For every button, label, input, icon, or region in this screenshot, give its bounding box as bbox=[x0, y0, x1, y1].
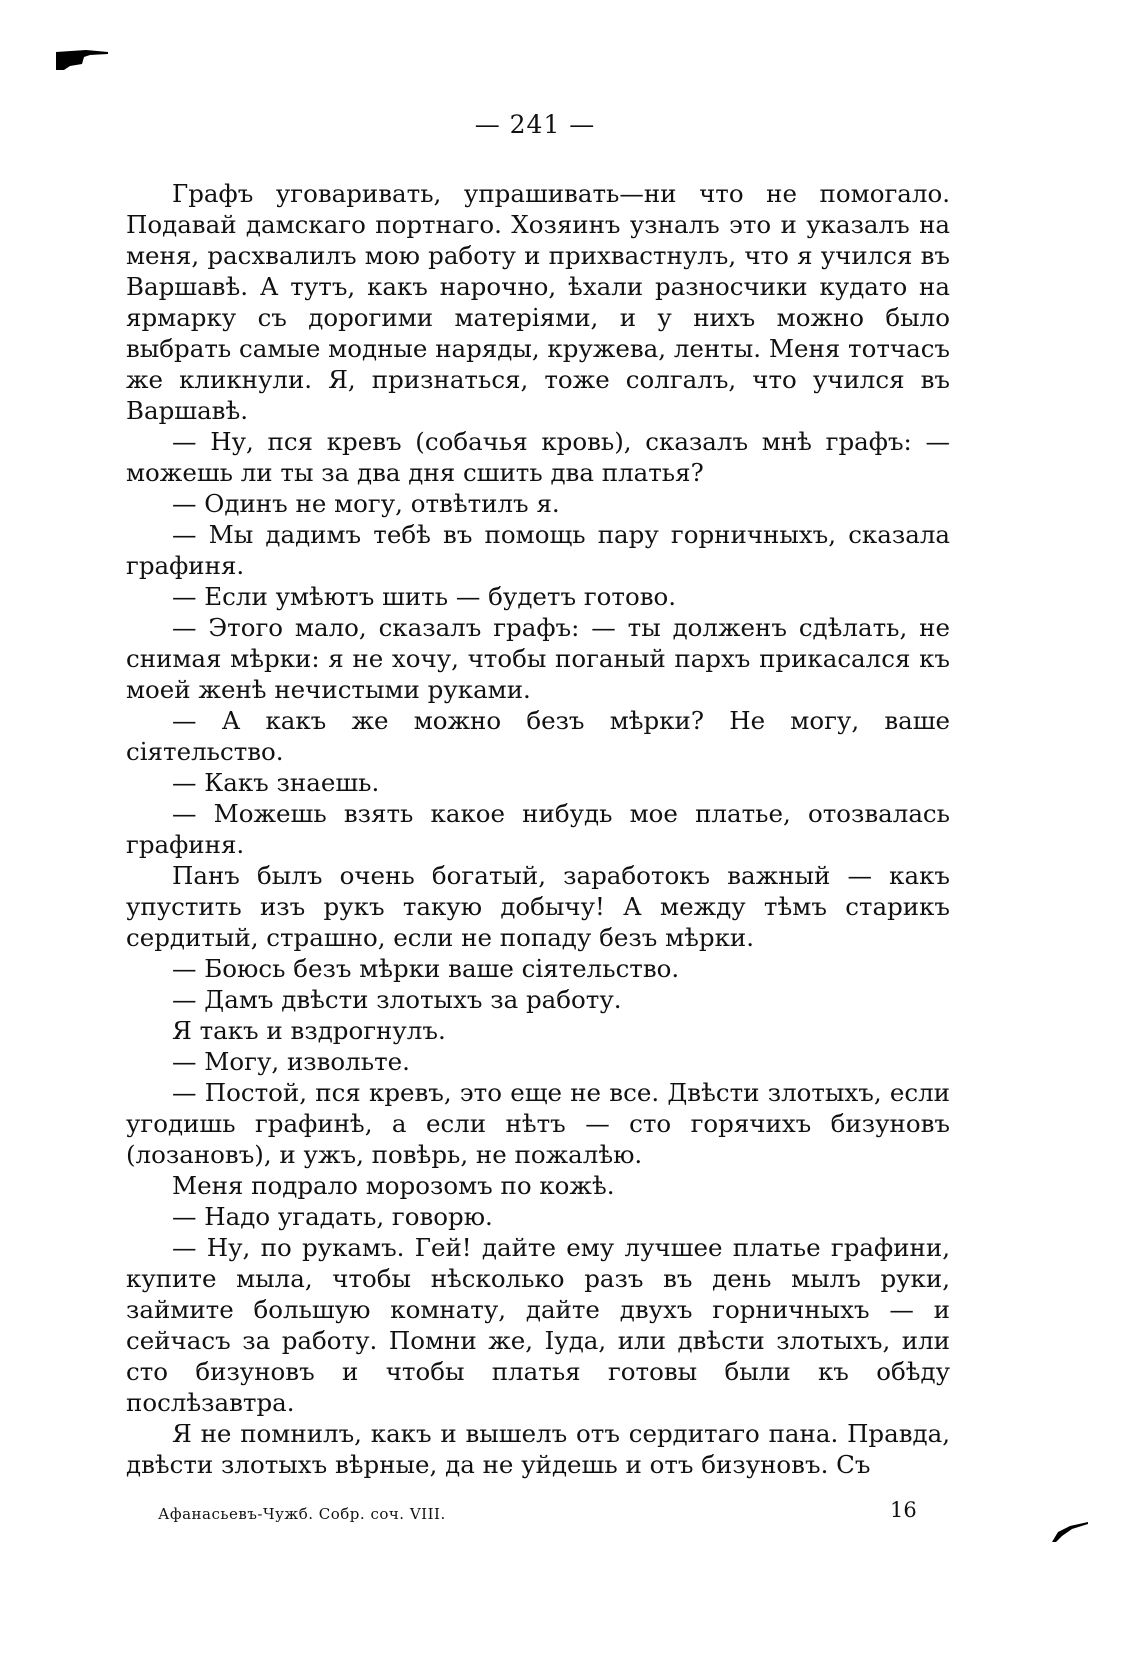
paragraph: — Ну, по рукамъ. Гей! дайте ему лучшее платье графини, купите мыла, чтобы нѣсколько разъ въ день мылъ руки, займите большую комнату, дайте двухъ горничныхъ — и сейчасъ за работу. Помни же, Іуда, или двѣсти злотыхъ, или сто бизуновъ и чтобы платья готовы были къ обѣду послѣзавтра. bbox=[126, 1233, 950, 1417]
footer-sheet-number: 16 bbox=[890, 1498, 917, 1522]
scan-corner-mark bbox=[1050, 1518, 1090, 1544]
paragraph: — Дамъ двѣсти злотыхъ за работу. bbox=[172, 985, 622, 1014]
paragraph: Панъ былъ очень богатый, заработокъ важный — какъ упустить изъ рукъ такую добычу! А между тѣмъ старикъ сердитый, страшно, если не попаду безъ мѣрки. bbox=[126, 861, 950, 952]
paragraph: — Постой, пся кревъ, это еще не все. Двѣсти злотыхъ, если угодишь графинѣ, а если нѣтъ — сто горячихъ бизуновъ (лозановъ), и ужъ, повѣрь, не пожалѣю. bbox=[126, 1078, 950, 1169]
paragraph: — Ну, пся кревъ (собачья кровь), сказалъ мнѣ графъ: — можешь ли ты за два дня сшить два платья? bbox=[126, 427, 950, 487]
paragraph: Меня подрало морозомъ по кожѣ. bbox=[172, 1171, 615, 1200]
paragraph: — Надо угадать, говорю. bbox=[172, 1202, 493, 1231]
body-text bbox=[126, 178, 950, 1480]
paragraph: — Какъ знаешь. bbox=[172, 768, 380, 797]
paragraph: — Можешь взять какое нибудь мое платье, отозвалась графиня. bbox=[126, 799, 950, 859]
scan-corner-mark bbox=[56, 48, 112, 72]
paragraph: — Этого мало, сказалъ графъ: — ты долженъ сдѣлать, не снимая мѣрки: я не хочу, чтобы поганый пархъ прикасался къ моей женѣ нечистыми руками. bbox=[126, 613, 950, 704]
paragraph: — Боюсь безъ мѣрки ваше сіятельство. bbox=[172, 954, 680, 983]
footer-signature: Афанасьевъ-Чужб. Собр. соч. VIII. bbox=[158, 1505, 446, 1523]
paragraph: — Одинъ не могу, отвѣтилъ я. bbox=[172, 489, 560, 518]
paragraph: — Могу, извольте. bbox=[172, 1047, 410, 1076]
paragraph: Графъ уговаривать, упрашивать—ни что не помогало. Подавай дамскаго портнаго. Хозяинъ узналъ это и указалъ на меня, расхвалилъ мою работу и прихвастнулъ, что я учился въ Варшавѣ. А тутъ, какъ нарочно, ѣхали разносчики кудато на ярмарку съ дорогими матеріями, и у нихъ можно было выбрать самые модные наряды, кружева, ленты. Меня тотчасъ же кликнули. Я, признаться, тоже солгалъ, что учился въ Варшавѣ. bbox=[126, 179, 951, 425]
paragraph: — Если умѣютъ шить — будетъ готово. bbox=[172, 582, 677, 611]
paragraph: — Мы дадимъ тебѣ въ помощь пару горничныхъ, сказала графиня. bbox=[126, 520, 950, 580]
paragraph: Я такъ и вздрогнулъ. bbox=[172, 1016, 446, 1045]
paragraph: Я не помнилъ, какъ и вышелъ отъ сердитаго пана. Правда, двѣсти злотыхъ вѣрные, да не уйдешь и отъ бизуновъ. Съ bbox=[126, 1419, 950, 1479]
paragraph: — А какъ же можно безъ мѣрки? Не могу, ваше сіятельство. bbox=[126, 706, 950, 766]
page-number: — 241 — bbox=[474, 110, 596, 139]
